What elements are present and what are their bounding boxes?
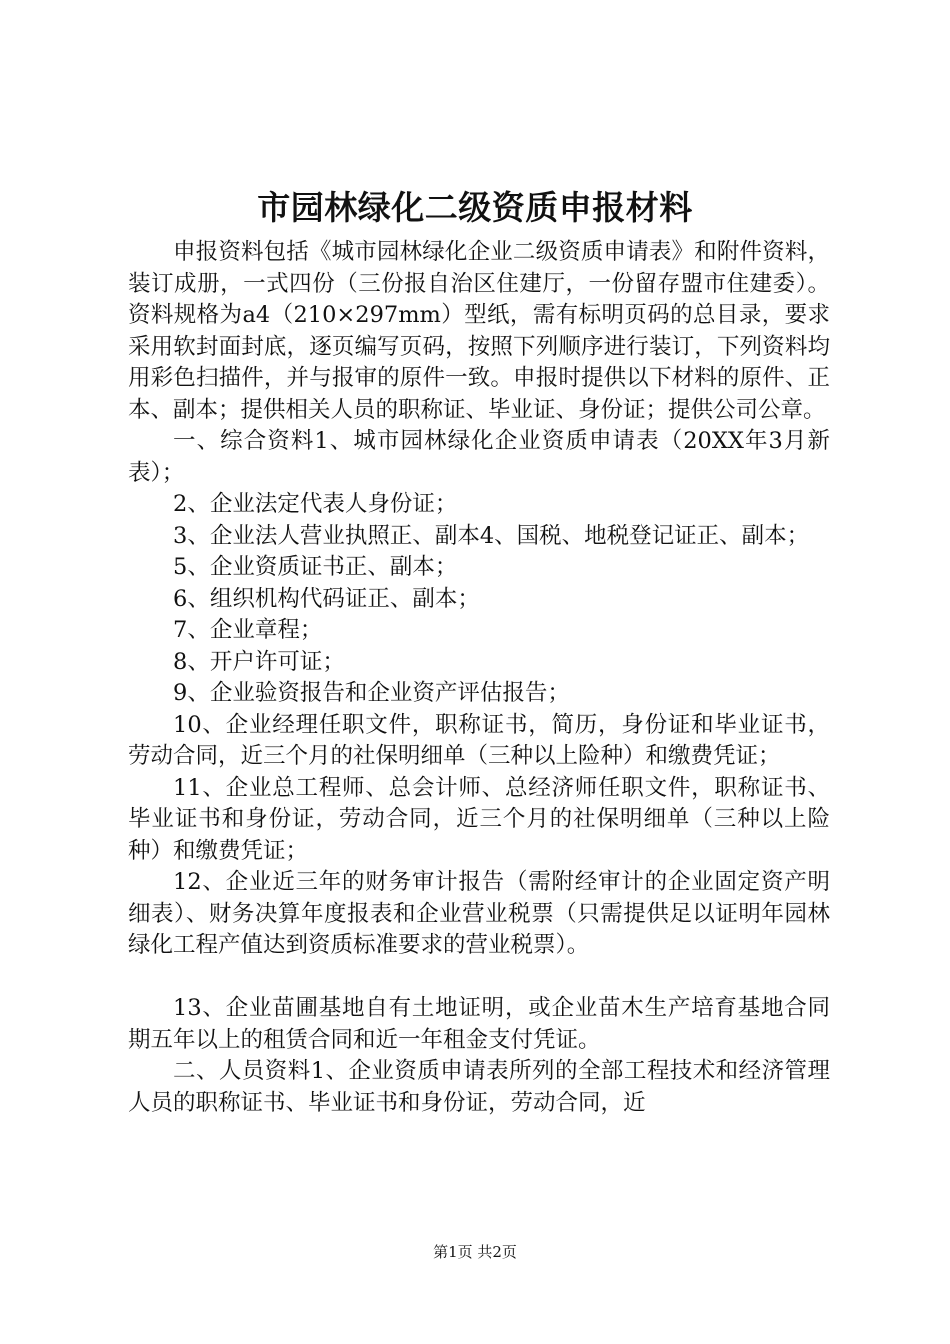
paragraph-item: 7、企业章程；	[173, 617, 323, 643]
paragraph-item: 3、企业法人营业执照正、副本4、国税、地税登记证正、副本；	[173, 522, 810, 549]
paragraph-item: 11、企业总工程师、总会计师、总经济师任职文件，职称证书、毕业证书和身份证，劳动合同，近三个月的社保明细单（三种以上险种）和缴费凭证；	[128, 774, 830, 864]
paragraph-item: 2、企业法定代表人身份证；	[173, 491, 458, 517]
document-body	[128, 237, 830, 1119]
paragraph-item: 8、开户许可证；	[173, 648, 345, 675]
document-title: 市园林绿化二级资质申报材料	[257, 188, 693, 227]
paragraph-intro: 申报资料包括《城市园林绿化企业二级资质申请表》和附件资料，装订成册，一式四份（三份报自治区住建厅，一份留存盟市住建委）。资料规格为a4（210×297mm）型纸，需有标明页码的总目录，要求采用软封面封底，逐页编写页码，按照下列顺序进行装订，下列资料均用彩色扫描件，并与报审的原件一致。申报时提供以下材料的原件、正本、副本；提供相关人员的职称证、毕业证、身份证；提供公司公章。	[128, 239, 830, 423]
paragraph-item: 9、企业验资报告和企业资产评估报告；	[173, 680, 570, 706]
paragraph-item: 10、企业经理任职文件，职称证书，简历，身份证和毕业证书，劳动合同，近三个月的社保明细单（三种以上险种）和缴费凭证；	[128, 711, 830, 769]
page-number-footer: 第1页 共2页	[433, 1243, 517, 1261]
paragraph-item: 6、组织机构代码证正、副本；	[173, 585, 480, 612]
paragraph-item: 12、企业近三年的财务审计报告（需附经审计的企业固定资产明细表）、财务决算年度报表和企业营业税票（只需提供足以证明年园林绿化工程产值达到资质标准要求的营业税票）。	[128, 869, 830, 958]
paragraph-item: 5、企业资质证书正、副本；	[173, 554, 458, 580]
paragraph-item: 13、企业苗圃基地自有土地证明，或企业苗木生产培育基地合同期五年以上的租赁合同和近一年租金支付凭证。	[128, 995, 830, 1053]
paragraph-section: 二、人员资料1、企业资质申请表所列的全部工程技术和经济管理人员的职称证书、毕业证书和身份证，劳动合同，近	[128, 1058, 830, 1116]
paragraph-item: 一、综合资料1、城市园林绿化企业资质申请表（20XX年3月新表）；	[128, 428, 830, 486]
